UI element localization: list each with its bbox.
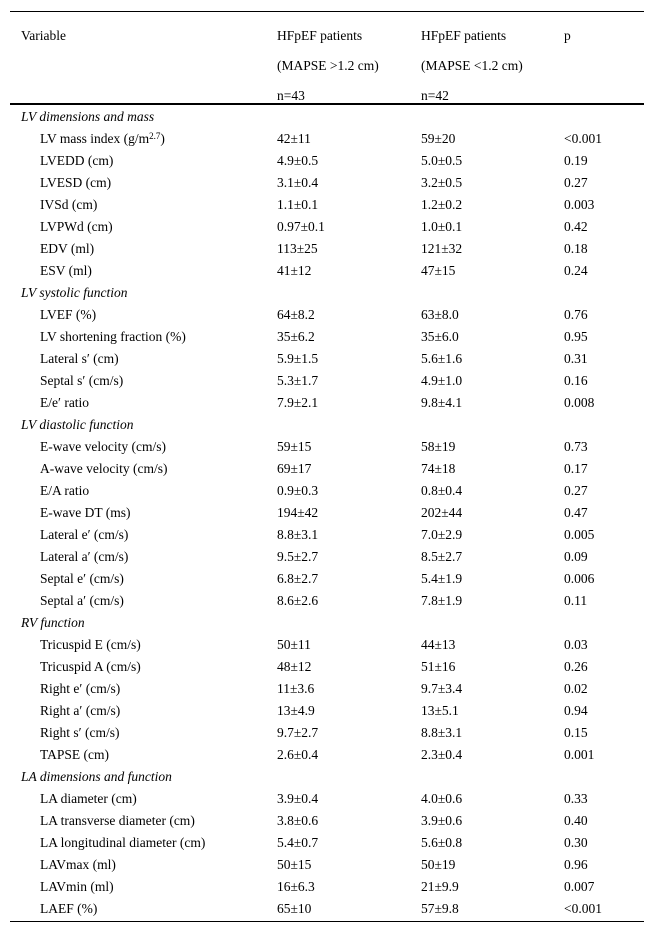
label-superscript: 2.7 [149,131,161,141]
group1-value: 6.8±2.7 [277,571,319,586]
group1-value: 0.97±0.1 [277,219,325,234]
table-row [10,788,644,810]
table-row [10,326,644,348]
table-row [10,876,644,898]
section-title: LV systolic function [21,285,128,300]
p-value: 0.30 [564,835,588,850]
table-row [10,744,644,766]
table-row [10,568,644,590]
group1-value: 3.9±0.4 [277,791,319,806]
group1-value: 13±4.9 [277,703,315,718]
variable-label: Right a′ (cm/s) [40,703,121,718]
variable-label: Right s′ (cm/s) [40,725,120,740]
variable-label: LA transverse diameter (cm) [40,813,195,828]
variable-label: Septal s′ (cm/s) [40,373,124,388]
group1-value: 5.9±1.5 [277,351,319,366]
section-title: LV diastolic function [21,417,134,432]
variable-label: Tricuspid A (cm/s) [40,659,141,674]
group1-value: 113±25 [277,241,318,256]
group2-value: 57±9.8 [421,901,459,916]
group1-value: 41±12 [277,263,312,278]
table-row [10,260,644,282]
p-value: <0.001 [564,901,602,916]
group1-value: 65±10 [277,901,312,916]
group2-value: 4.0±0.6 [421,791,463,806]
p-value: <0.001 [564,131,602,146]
variable-label: E-wave DT (ms) [40,505,131,520]
variable-label: EDV (ml) [40,241,95,256]
variable-label: LVEF (%) [40,307,97,322]
table-row [10,238,644,260]
table-row [10,546,644,568]
variable-label: Lateral s′ (cm) [40,351,119,366]
p-value: 0.31 [564,351,588,366]
group2-value: 59±20 [421,131,456,146]
p-value: 0.11 [564,593,588,608]
table-header [10,12,644,105]
group2-value: 8.8±3.1 [421,725,463,740]
group1-value: 9.7±2.7 [277,725,319,740]
variable-label: LV mass index $(g/m^{2.7})$ [40,131,165,146]
group2-value: 4.9±1.0 [421,373,463,388]
p-value: 0.27 [564,483,588,498]
group2-value: 8.5±2.7 [421,549,463,564]
table-row [10,128,644,150]
variable-label: Lateral e′ (cm/s) [40,527,129,542]
table-row [10,898,644,920]
variable-label: IVSd (cm) [40,197,98,212]
group2-value: 0.8±0.4 [421,483,463,498]
table-row [10,722,644,744]
variable-label: LVPWd (cm) [40,219,113,234]
group2-value: 202±44 [421,505,463,520]
variable-label: A-wave velocity (cm/s) [40,461,168,476]
group2-value: 63±8.0 [421,307,459,322]
p-value: 0.19 [564,153,588,168]
group1-value: 64±8.2 [277,307,315,322]
p-value: 0.33 [564,791,588,806]
group2-value: 58±19 [421,439,456,454]
group2-value: 5.4±1.9 [421,571,463,586]
group1-value: 3.8±0.6 [277,813,319,828]
table-row [10,590,644,612]
p-value: 0.008 [564,395,595,410]
group2-value: 3.9±0.6 [421,813,463,828]
section-heading [10,414,644,436]
table-row [10,458,644,480]
p-value: 0.73 [564,439,588,454]
group1-value: 50±11 [277,637,311,652]
group1-value: 50±15 [277,857,312,872]
group2-value: 50±19 [421,857,456,872]
p-value: 0.09 [564,549,588,564]
group1-value: 69±17 [277,461,312,476]
section-title: LV dimensions and mass [21,109,155,124]
p-value: 0.003 [564,197,595,212]
group2-value: 3.2±0.5 [421,175,463,190]
group1-value: 48±12 [277,659,312,674]
p-value: 0.96 [564,857,588,872]
table-row [10,524,644,546]
group1-value: 0.9±0.3 [277,483,319,498]
p-value: 0.27 [564,175,588,190]
table-row [10,150,644,172]
group1-value: 8.8±3.1 [277,527,319,542]
group1-value: 11±3.6 [277,681,315,696]
section-heading [10,612,644,634]
table-row [10,216,644,238]
table-row [10,304,644,326]
variable-label: LVESD (cm) [40,175,112,190]
group2-value: 5.6±1.6 [421,351,463,366]
p-value: 0.26 [564,659,588,674]
table-row [10,194,644,216]
p-value: 0.47 [564,505,588,520]
p-value: 0.005 [564,527,595,542]
group2-value: 5.6±0.8 [421,835,463,850]
group2-value: 1.2±0.2 [421,197,463,212]
p-value: 0.001 [564,747,595,762]
table-row [10,678,644,700]
table-row [10,480,644,502]
group1-value: 8.6±2.6 [277,593,319,608]
p-value: 0.006 [564,571,595,586]
variable-label: E-wave velocity (cm/s) [40,439,166,454]
p-value: 0.007 [564,879,595,894]
variable-label: ESV (ml) [40,263,92,278]
group2-value: 44±13 [421,637,456,652]
group2-value: 9.8±4.1 [421,395,463,410]
p-value: 0.76 [564,307,588,322]
group2-value: 47±15 [421,263,456,278]
section-title: LA dimensions and function [21,769,172,784]
group2-value: 5.0±0.5 [421,153,463,168]
p-value: 0.17 [564,461,588,476]
group2-value: 9.7±3.4 [421,681,463,696]
table-row [10,502,644,524]
p-value: 0.15 [564,725,588,740]
group2-value: 13±5.1 [421,703,459,718]
p-value: 0.42 [564,219,588,234]
table-body [10,105,644,921]
section-heading [10,766,644,788]
variable-label: E/A ratio [40,483,90,498]
p-value: 0.03 [564,637,588,652]
group1-value: 1.1±0.1 [277,197,319,212]
variable-label: Septal e′ (cm/s) [40,571,124,586]
variable-label: Tricuspid E (cm/s) [40,637,141,652]
variable-label: LVEDD (cm) [40,153,114,168]
group1-value: 9.5±2.7 [277,549,319,564]
variable-label: LA longitudinal diameter (cm) [40,835,206,850]
variable-label: LAVmax (ml) [40,857,116,872]
p-value: 0.16 [564,373,588,388]
header-group-mapse-low: HFpEF patients (MAPSE <1.2 cm) n=42 [421,28,523,103]
group2-value: 1.0±0.1 [421,219,463,234]
header-group-mapse-high: HFpEF patients (MAPSE >1.2 cm) n=43 [277,28,379,103]
data-table [10,11,644,922]
group1-value: 7.9±2.1 [277,395,319,410]
group1-value: 5.4±0.7 [277,835,319,850]
p-value: 0.18 [564,241,588,256]
group1-value: 59±15 [277,439,312,454]
table-row [10,700,644,722]
table-row [10,370,644,392]
variable-label: TAPSE (cm) [40,747,110,762]
table-row [10,172,644,194]
variable-label: Lateral a′ (cm/s) [40,549,129,564]
group1-value: 5.3±1.7 [277,373,319,388]
header-p-value: p [564,28,571,43]
group2-value: 21±9.9 [421,879,459,894]
p-value: 0.02 [564,681,588,696]
p-value: 0.94 [564,703,588,718]
section-heading [10,106,644,128]
table-row [10,634,644,656]
group2-value: 7.8±1.9 [421,593,463,608]
group2-value: 74±18 [421,461,456,476]
group2-value: 7.0±2.9 [421,527,463,542]
header-variable: Variable [21,28,66,43]
group2-value: 121±32 [421,241,463,256]
group2-value: 35±6.0 [421,329,459,344]
table-row [10,810,644,832]
table-row [10,392,644,414]
variable-label: Right e′ (cm/s) [40,681,121,696]
group2-value: 2.3±0.4 [421,747,463,762]
group1-value: 3.1±0.4 [277,175,319,190]
p-value: 0.24 [564,263,588,278]
group1-value: 194±42 [277,505,319,520]
group2-value: 51±16 [421,659,456,674]
group1-value: 42±11 [277,131,311,146]
table-row [10,854,644,876]
table-row [10,436,644,458]
variable-label: LA diameter (cm) [40,791,137,806]
section-heading [10,282,644,304]
group1-value: 35±6.2 [277,329,315,344]
group1-value: 4.9±0.5 [277,153,319,168]
variable-label: Septal a′ (cm/s) [40,593,124,608]
variable-label: LV shortening fraction (%) [40,329,186,344]
group1-value: 16±6.3 [277,879,315,894]
table-row [10,656,644,678]
section-title: RV function [21,615,85,630]
table-row [10,348,644,370]
group1-value: 2.6±0.4 [277,747,319,762]
p-value: 0.95 [564,329,588,344]
variable-label: LAEF (%) [40,901,98,916]
variable-label: LAVmin (ml) [40,879,114,894]
table-row [10,832,644,854]
variable-label: E/e′ ratio [40,395,90,410]
p-value: 0.40 [564,813,588,828]
